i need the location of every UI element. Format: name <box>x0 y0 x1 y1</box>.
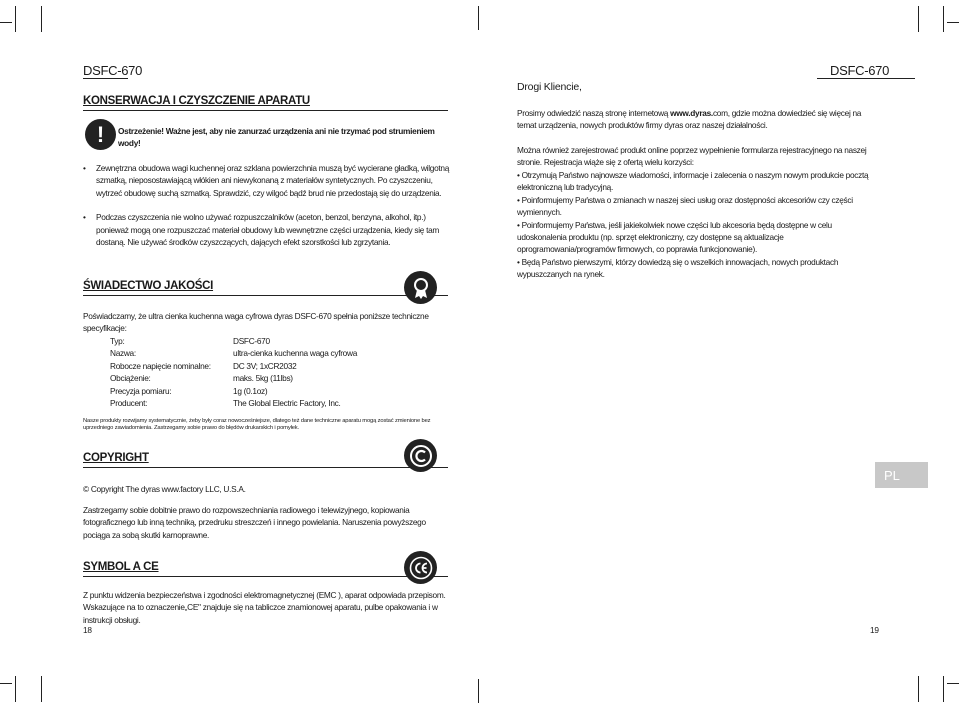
maintenance-title: KONSERWACJA I CZYSZCZENIE APARATU <box>83 95 310 107</box>
spec-row <box>110 360 357 372</box>
ce-mark-icon <box>404 551 437 584</box>
ce-text: Z punktu widzenia bezpieczeństwa i zgodności elektromagnetycznej (EMC ), aparat odpowiada przepisom. Wskazujące na to oznaczenie„CE" znajduje się na tabliczce znamionowej aparatu, pulbe opakowania i w instrukcji obsługi. <box>83 590 446 625</box>
left-page-header: DSFC-670 <box>83 63 143 78</box>
right-header-rule <box>817 78 915 79</box>
list-item: • Podczas czyszczenia nie wolno używać rozpuszczalników (aceton, benzol, benzyna, alkohol, itp.) ponieważ mogą one rozpuszczać materiał obudowy lub wewnętrzne części urządzenia, kiedy się tam dostaną. Nie używać środków czyszczących, dających efekt szorstkości lub zgrzytania. <box>83 211 453 248</box>
spec-value: DC 3V; 1xCR2032 <box>233 360 297 371</box>
crop-mark <box>41 676 42 702</box>
copyright-text: Zastrzegamy sobie dobitnie prawo do rozpowszechniania radiowego i telewizyjnego, kopiowania fotograficznego lub inną techniką, przedruku streszczeń i innego powielania. Naruszenia powyższego pociąga za sobą skutki karnoprawne. <box>83 505 426 540</box>
spec-row <box>110 347 357 359</box>
benefits-list <box>517 169 882 281</box>
quality-title-rule <box>83 295 448 296</box>
spec-label: Precyzja pomiaru: <box>110 385 172 396</box>
spec-label: Obciążenie: <box>110 373 151 384</box>
spec-value: 1g (0.1oz) <box>233 385 268 396</box>
spec-table <box>110 335 357 409</box>
list-item: • Poinformujemy Państwa, jeśli jakiekolwiek nowe części lub akcesoria będą dostępne w celu udoskonalenia produktu (np. sprzęt elektroniczny, czy dostępne są aktualizacje oprogramowania/programów firmowych, co poprawia funkcjonowanie). <box>517 219 832 255</box>
right-page-number: 19 <box>870 625 879 635</box>
ce-title-rule <box>83 576 448 577</box>
quality-note: Nasze produkty rozwijamy systematycznie, żeby były coraz nowocześniejsze, dlatego też dane techniczne aparatu mogą zostać zmienione bez uprzedniego zawiadomienia. Zastrzegamy sobie prawo do błędów drukarskich i pomyłek. <box>83 418 431 432</box>
intro-paragraph <box>517 107 882 132</box>
crop-mark <box>478 6 479 30</box>
crop-mark <box>943 676 944 702</box>
crop-mark <box>15 676 16 702</box>
spec-value: ultra-cienka kuchenna waga cyfrowa <box>233 348 358 359</box>
crop-mark <box>0 22 12 23</box>
register-paragraph: Można również zarejestrować produkt online poprzez wypełnienie formularza rejestracyjnego na naszej stronie. Rejestracja wiąże się z ofertą wielu korzyści: <box>517 145 867 168</box>
maintenance-bullets <box>83 162 453 248</box>
exclamation-icon: ! <box>85 119 116 150</box>
spec-row <box>110 385 357 397</box>
list-item: • Poinformujemy Państwa o zmianach w naszej sieci usług oraz dostępności akcesoriów czy części wymiennych. <box>517 194 853 218</box>
crop-mark <box>41 6 42 32</box>
quality-intro: Poświadczamy, że ultra cienka kuchenna waga cyfrowa dyras DSFC-670 spełnia poniższe techniczne specyfikacje: <box>83 311 429 334</box>
right-page-header: DSFC-670 <box>830 63 890 78</box>
list-item: • Otrzymują Państwo najnowsze wiadomości, informacje i zalecenia o naszym nowym produkcie pocztą elektroniczną lub tradycyjną. <box>517 170 869 193</box>
intro-text-pre: Prosimy odwiedzić naszą stronę internetową <box>517 108 671 118</box>
copyright-line: © Copyright The dyras www.factory LLC, U.S.A. <box>83 484 246 494</box>
spec-label: Producent: <box>110 398 148 409</box>
crop-mark <box>15 6 16 32</box>
copyright-icon <box>404 439 437 472</box>
crop-mark <box>943 6 944 32</box>
spec-value: maks. 5kg (11lbs) <box>233 373 293 384</box>
award-ribbon-icon <box>404 271 437 304</box>
spec-label: Nazwa: <box>110 348 136 359</box>
intro-text-post: com, gdzie można dowiedzieć się więcej na temat urządzenia, nowych produktów firmy dyras oraz naszej działalności. <box>517 108 862 131</box>
language-tab: PL <box>875 462 928 488</box>
crop-mark <box>947 683 959 684</box>
ce-title: SYMBOL A CE <box>83 561 159 573</box>
quality-title: ŚWIADECTWO JAKOŚCI <box>83 280 214 292</box>
left-page-number: 18 <box>83 625 92 635</box>
crop-mark <box>0 683 12 684</box>
list-item: • Zewnętrzna obudowa wagi kuchennej oraz szklana powierzchnia muszą być wycierane gładką, wilgotną szmatką, nieposostawiającą włókien ani niewykonaną z materiałów syntetycznych. Po czyszczeniu, wytrzeć obudowę suchą szmatką. Sprawdzić, czy wilgoć bądź brud nie przedostają się do urządzenia. <box>83 162 453 199</box>
crop-mark <box>918 6 919 32</box>
website-link[interactable]: www.dyras. <box>670 108 713 118</box>
crop-mark <box>947 22 959 23</box>
spec-value: The Global Electric Factory, Inc. <box>233 398 341 409</box>
crop-mark <box>478 679 479 703</box>
maintenance-title-rule <box>83 110 448 111</box>
spec-label: Typ: <box>110 336 125 346</box>
warning-text: Ostrzeżenie! Ważne jest, aby nie zanurzać urządzenia ani nie trzymać pod strumieniem wody! <box>118 126 435 149</box>
left-header-rule <box>83 78 128 79</box>
spec-label: Robocze napięcie nominalne: <box>110 360 211 371</box>
spec-value: DSFC-670 <box>233 336 270 346</box>
crop-mark <box>918 676 919 702</box>
copyright-title-rule <box>83 467 448 468</box>
spec-row <box>110 335 357 347</box>
greeting: Drogi Kliencie, <box>517 81 582 93</box>
copyright-title: COPYRIGHT <box>83 452 149 464</box>
list-item: • Będą Państwo pierwszymi, którzy dowiedzą się o wszelkich innowacjach, nowych produktach wypuszczanych na rynek. <box>517 256 839 280</box>
spec-row <box>110 372 357 384</box>
spec-row <box>110 397 357 409</box>
